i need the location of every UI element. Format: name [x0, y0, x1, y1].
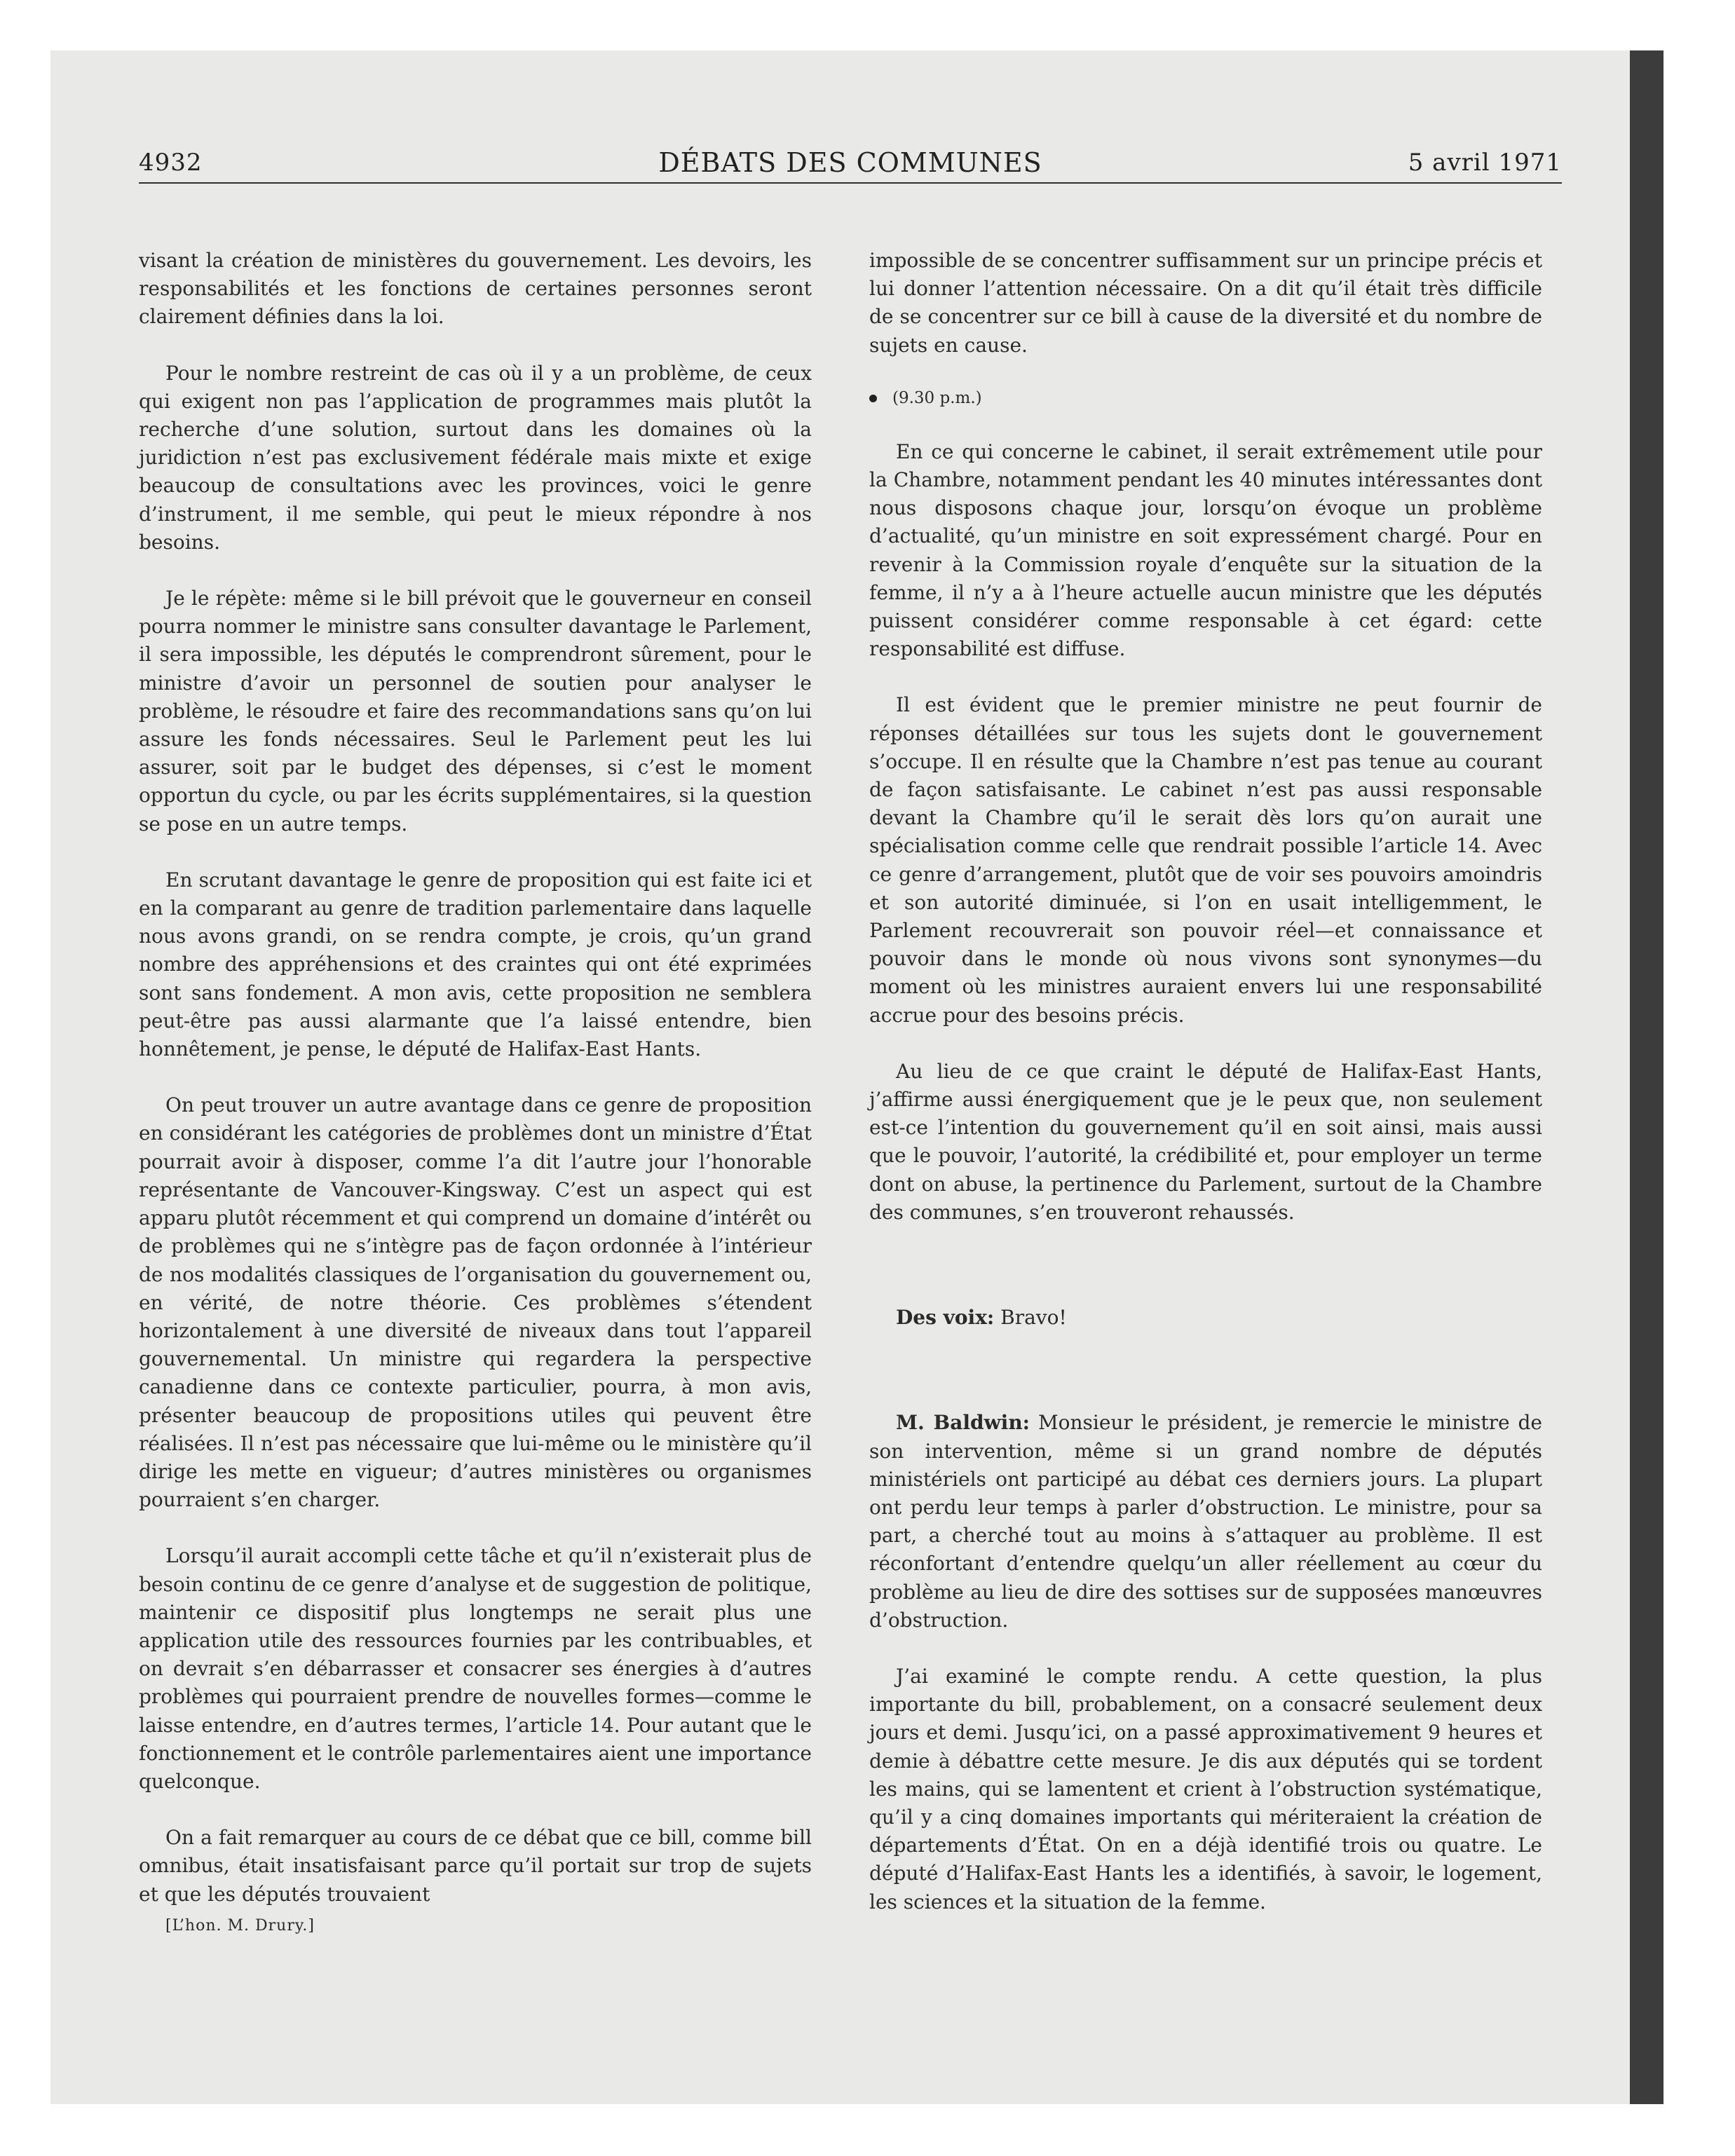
left-column — [139, 247, 812, 1937]
paragraph: On a fait remarquer au cours de ce débat que ce bill, comme bill omnibus, était insatisfaisant parce qu’il portait sur trop de sujets et que les députés trouvaient — [139, 1826, 812, 1906]
publication-date: 5 avril 1971 — [1408, 149, 1562, 177]
paragraph: On peut trouver un autre avantage dans ce genre de proposition en considérant les catégories de problèmes dont un ministre d’État pourrait avoir à disposer, comme l’a dit l’autre jour l’honorable représentante de Vancouver-Kingsway. C’est un aspect qui est apparu plutôt récemment et qui comprend un domaine d’intérêt ou de problèmes qui ne s’intègre pas de façon ordonnée à l’intérieur de nos modalités classiques de l’organisation du gouvernement ou, en vérité, de notre théorie. Ces problèmes s’étendent horizontalement à une diversité de niveaux dans tout l’appareil gouvernemental. Un ministre qui regardera la perspective canadienne dans ce contexte particulier, pourra, à mon avis, présenter beaucoup de propositions utiles qui peuvent être réalisées. Il n’est pas nécessaire que lui-même ou le ministère qu’il dirige les mette en vigueur; d’autres ministères ou organismes pourraient s’en charger. — [139, 1093, 812, 1512]
paragraph: Lorsqu’il aurait accompli cette tâche et qu’il n’existerait plus de besoin continu de ce genre d’analyse et de suggestion de politique, maintenir ce dispositif plus longtemps ne serait plus une application utile des ressources fournies par les contribuables, et on devrait s’en débarrasser et consacrer ses énergies à d’autres problèmes qui pourraient prendre de nouvelles formes—comme le laisse entendre, en d’autres termes, l’article 14. Pour autant que le fonctionnement et le contrôle parlementaires aient une importance quelconque. — [139, 1544, 812, 1793]
speaker-text: Monsieur le président, je remercie le ministre de son intervention, même si un grand nombre de députés ministériels ont participé au débat ces derniers jours. La plupart ont perdu leur temps à parler d’obstruction. Le ministre, pour sa part, a cherché tout au moins à s’attaquer au problème. Il est réconfortant d’entendre quelqu’un aller réellement au cœur du problème au lieu de dire des sottises sur de supposées manœuvres d’obstruction. — [869, 1411, 1543, 1632]
right-column — [869, 247, 1542, 1944]
time-marker — [869, 388, 1542, 409]
paragraph: En scrutant davantage le genre de proposition qui est faite ici et en la comparant au genre de tradition parlementaire dans laquelle nous avons grandi, on se rendra compte, je crois, qu’un grand nombre des appréhensions et des craintes qui ont été exprimées sont sans fondement. A mon avis, cette proposition ne semblera peut-être pas aussi alarmante que l’a laissé entendre, bien honnêtement, je pense, le député de Halifax-East Hants. — [139, 868, 812, 1061]
speaker-line — [869, 1304, 1542, 1332]
paragraph: Je le répète: même si le bill prévoit que le gouverneur en conseil pourra nommer le ministre sans consulter davantage le Parlement, il sera impossible, les députés le comprendront sûrement, pour le ministre d’avoir un personnel de soutien pour analyser le problème, le résoudre et faire des recommandations sans qu’on lui assure les fonds nécessaires. Seul le Parlement peut les lui assurer, soit par le budget des dépenses, si c’est le moment opportun du cycle, ou par les écrits supplémentaires, si la question se pose en un autre temps. — [139, 587, 812, 835]
spacer — [869, 1255, 1542, 1304]
paragraph: J’ai examiné le compte rendu. A cette question, la plus importante du bill, probablement, on a consacré seulement deux jours et demi. Jusqu’ici, on a passé approximativement 9 heures et demie à débattre cette mesure. Je dis aux députés qui se tordent les mains, qui se lamentent et crient à l’obstruction systématique, qu’il y a cinq domaines importants qui mériteraient la création de départements d’État. On en a déjà identifié trois ou quatre. Le député d’Halifax-East Hants les a identifiés, à savoir, le logement, les sciences et la situation de la femme. — [869, 1664, 1542, 1913]
speaker-name: Des voix: — [896, 1306, 995, 1330]
speaker-name: M. Baldwin: — [896, 1411, 1030, 1435]
bullet-icon — [869, 395, 877, 402]
page-header — [139, 146, 1562, 184]
paragraph: impossible de se concentrer suffisamment sur un principe précis et lui donner l’attention nécessaire. On a dit qu’il était très difficile de se concentrer sur ce bill à cause de la diversité et du nombre de sujets en cause. — [869, 249, 1542, 357]
paragraph: visant la création de ministères du gouvernement. Les devoirs, les responsabilités et les fonctions de certaines personnes seront clairement définies dans la loi. — [139, 249, 812, 329]
spacer — [869, 1360, 1542, 1409]
binding-edge — [1630, 50, 1663, 2104]
page-number: 4932 — [139, 149, 203, 177]
publication-title: DÉBATS DES COMMUNES — [658, 147, 1042, 178]
paragraph: Au lieu de ce que craint le député de Halifax-East Hants, j’affirme aussi énergiquement que je le peux que, non seulement est-ce l’intention du gouvernement qu’il en soit ainsi, mais aussi que le pouvoir, l’autorité, la crédibilité et, pour employer un terme dont on abuse, la pertinence du Parlement, surtout de la Chambre des communes, s’en trouveront rehaussés. — [869, 1059, 1542, 1224]
speaker-attribution: [L’hon. M. Drury.] — [165, 1916, 315, 1935]
time-marker-text: (9.30 p.m.) — [892, 388, 982, 407]
paragraph: Il est évident que le premier ministre ne peut fournir de réponses détaillées sur tous les sujets dont le gouvernement s’occupe. Il en résulte que la Chambre n’est pas tenue au courant de façon satisfaisante. Le cabinet n’est pas aussi responsable devant la Chambre qu’il le serait dès lors qu’on aurait une spécialisation comme celle que rendrait possible l’article 14. Avec ce genre d’arrangement, plutôt que de voir ses pouvoirs amoindris et son autorité diminuée, si l’on en usait intelligemment, le Parlement recouvrerait son pouvoir réel—et connaissance et pouvoir dans le monde où nous vivons sont synonymes—du moment où les ministres auraient envers lui une responsabilité accrue pour des besoins précis. — [869, 693, 1542, 1027]
paragraph: Pour le nombre restreint de cas où il y a un problème, de ceux qui exigent non pas l’application de programmes mais plutôt la recherche d’une solution, surtout dans les domaines où la juridiction n’est pas exclusivement fédérale mais mixte et exige beaucoup de consultations avec les provinces, voici le genre d’instrument, il me semble, qui peut le mieux répondre à nos besoins. — [139, 361, 812, 554]
speaker-line — [869, 1409, 1542, 1635]
speaker-text: Bravo! — [1000, 1306, 1067, 1330]
paragraph: En ce qui concerne le cabinet, il serait extrêmement utile pour la Chambre, notamment pendant les 40 minutes intéressantes dont nous disposons chaque jour, lorsqu’on évoque un problème d’actualité, qu’un ministre en soit expressément chargé. Pour en revenir à la Commission royale d’enquête sur la situation de la femme, il n’y a à l’heure actuelle aucun ministre que les députés puissent considérer comme responsable à cet égard: cette responsabilité est diffuse. — [869, 439, 1542, 661]
